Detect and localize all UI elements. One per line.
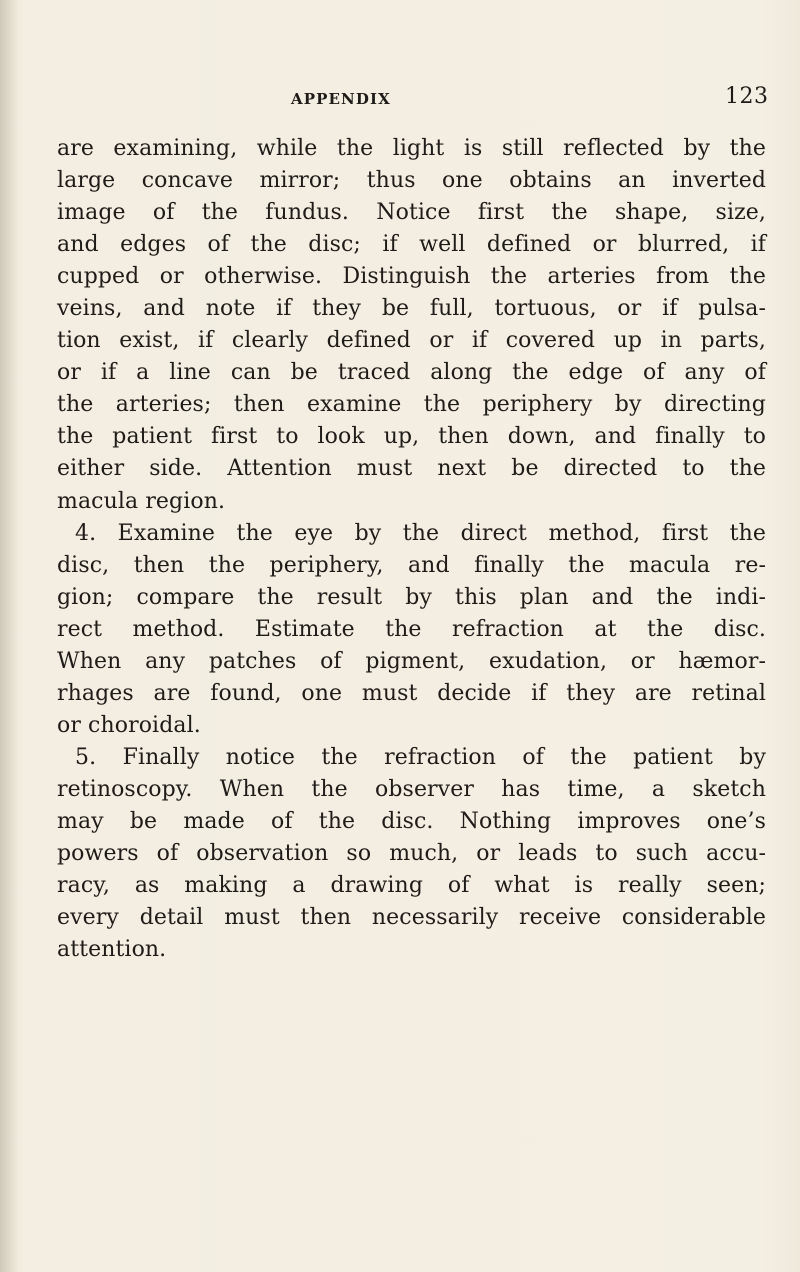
text-line: or choroidal.	[57, 712, 201, 738]
page-number: 123	[725, 84, 769, 109]
text-line: and edges of the disc; if well defined or blurred, if	[57, 232, 766, 258]
page-gutter-shadow	[0, 0, 18, 1272]
text-line: tion exist, if clearly defined or if covered up in parts,	[57, 328, 766, 354]
text-line: retinoscopy. When the observer has time, a sketch	[57, 776, 766, 802]
text-line: or if a line can be traced along the edge of any of	[57, 360, 766, 386]
text-line: macula region.	[57, 488, 226, 514]
text-line: the arteries; then examine the periphery by directing	[57, 392, 766, 418]
text-line: are examining, while the light is still reflected by the	[57, 136, 766, 161]
text-line: rhages are found, one must decide if they are retinal	[57, 680, 766, 706]
text-line: 5. Finally notice the refraction of the patient by	[75, 744, 766, 770]
text-line: gion; compare the result by this plan and the indi-	[57, 584, 766, 610]
text-line: may be made of the disc. Nothing improves one’s	[57, 808, 766, 834]
text-line: veins, and note if they be full, tortuous, or if pulsa-	[57, 296, 766, 322]
text-line: rect method. Estimate the refraction at the disc.	[57, 616, 766, 642]
text-line: When any patches of pigment, exudation, or hæmor-	[57, 648, 766, 674]
running-head: APPENDIX	[291, 90, 391, 108]
text-line: racy, as making a drawing of what is really seen;	[57, 873, 766, 899]
text-line: powers of observation so much, or leads to such accu-	[57, 841, 766, 867]
body-text	[57, 133, 766, 966]
text-line: the patient first to look up, then down, and finally to	[57, 424, 766, 450]
text-line: large concave mirror; thus one obtains an inverted	[57, 168, 766, 194]
text-line: image of the fundus. Notice first the shape, size,	[57, 200, 766, 226]
text-line: 4. Examine the eye by the direct method, first the	[75, 520, 766, 546]
text-line: cupped or otherwise. Distinguish the arteries from the	[57, 264, 766, 290]
text-line: every detail must then necessarily receive considerable	[57, 905, 766, 931]
text-line: either side. Attention must next be directed to the	[57, 456, 766, 482]
text-line: disc, then the periphery, and finally the macula re-	[57, 552, 766, 578]
page-header	[0, 84, 800, 118]
text-line: attention.	[57, 937, 167, 963]
